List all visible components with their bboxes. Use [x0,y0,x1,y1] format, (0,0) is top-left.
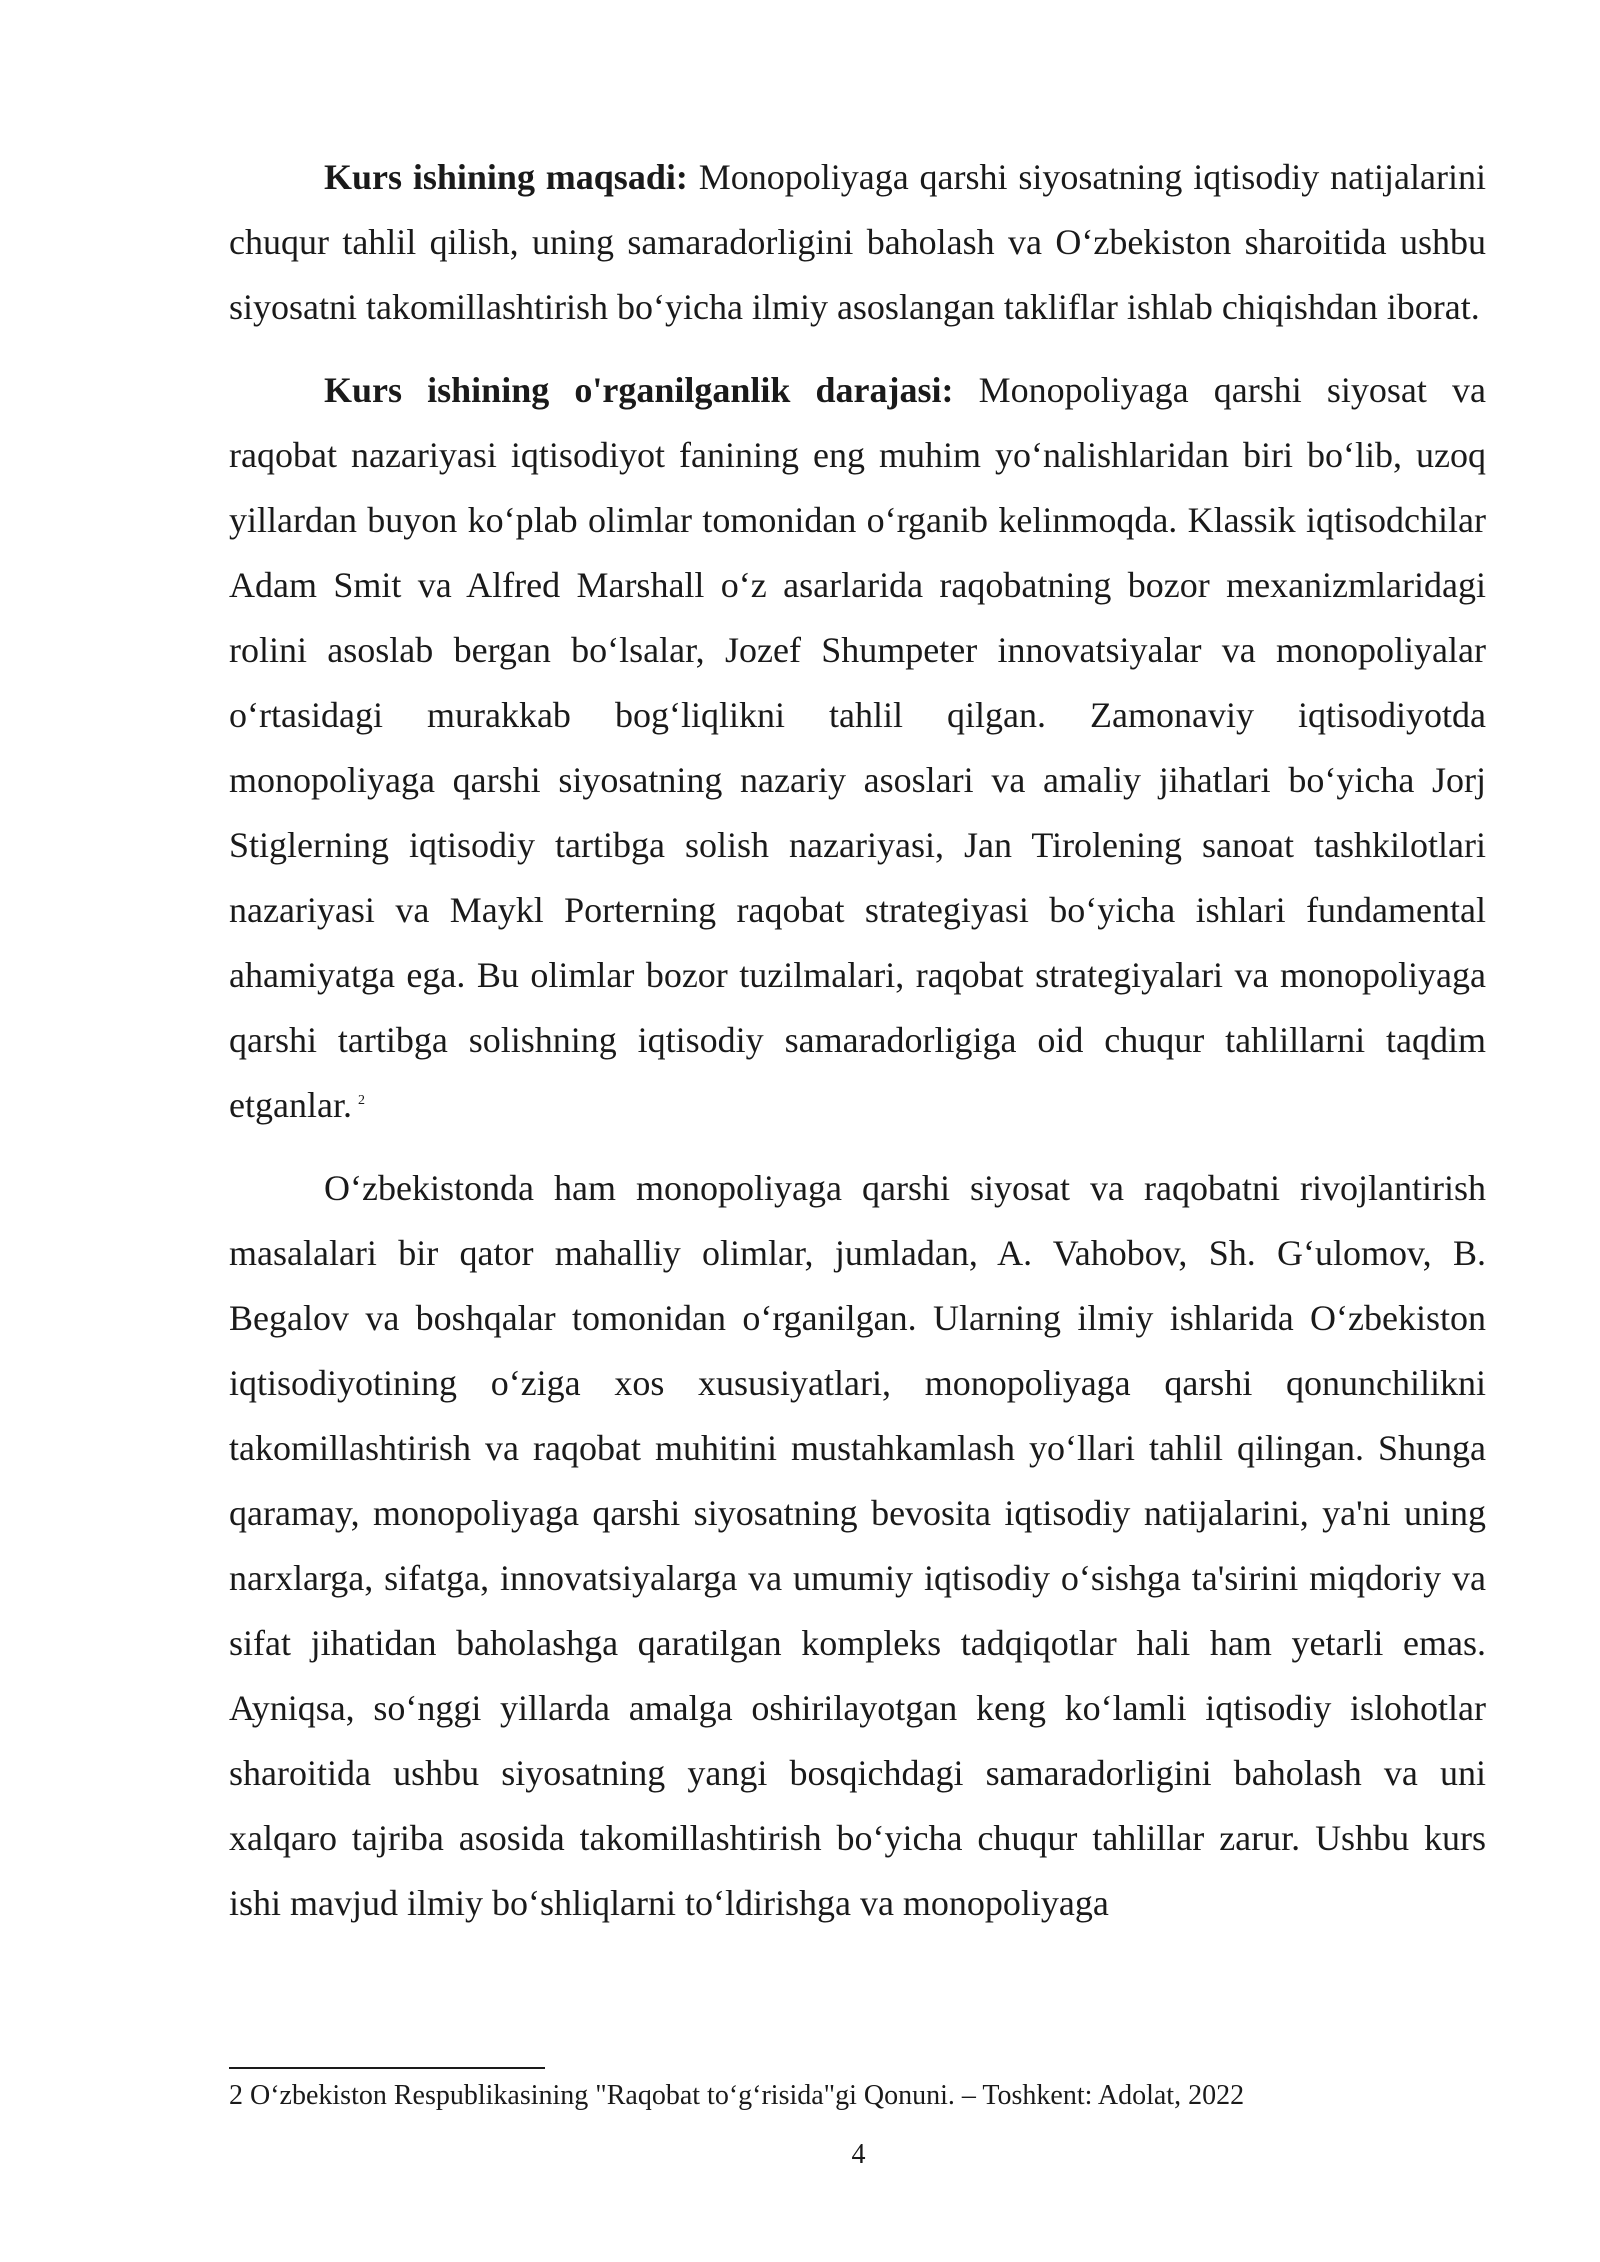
paragraph-text: Monopoliyaga qarshi siyosat va raqobat nazariyasi iqtisodiyot fanining eng muhim yo‘nalishlaridan biri bo‘lib, uzoq yillardan buyon ko‘plab olimlar tomonidan o‘rganib kelinmoqda. Klassik iqtisodchilar Adam Smit va Alfred Marshall o‘z asarlarida raqobatning bozor mexanizmlaridagi rolini asoslab bergan bo‘lsalar, Jozef Shumpeter innovatsiyalar va monopoliyalar o‘rtasidagi murakkab bog‘liqlikni tahlil qilgan. Zamonaviy iqtisodiyotda monopoliyaga qarshi siyosatning nazariy asoslari va amaliy jihatlari bo‘yicha Jorj Stiglerning iqtisodiy tartibga solish nazariyasi, Jan Tirolening sanoat tashkilotlari nazariyasi va Maykl Porterning raqobat strategiyasi bo‘yicha ishlari fundamental ahamiyatga ega. Bu olimlar bozor tuzilmalari, raqobat strategiyalari va monopoliyaga qarshi tartibga solishning iqtisodiy samaradorligiga oid chuqur tahlillarni taqdim etganlar. [229,370,1486,1125]
paragraph-heading: Kurs ishining o'rganilganlik darajasi: [324,370,954,410]
page-number: 4 [851,2139,866,2170]
paragraph-text: Monopoliyaga qarshi siyosatning iqtisodiy natijalarini chuqur tahlil qilish, uning samaradorligini baholash va O‘zbekiston sharoitida ushbu siyosatni takomillashtirish bo‘yicha ilmiy asoslangan takliflar ishlab chiqishdan iborat. [229,157,1487,327]
paragraph-text: O‘zbekistonda ham monopoliyaga qarshi siyosat va raqobatni rivojlantirish masalalari bir qator mahalliy olimlar, jumladan, A. Vahobov, Sh. G‘ulomov, B. Begalov va boshqalar tomonidan o‘rganilgan. Ularning ilmiy ishlarida O‘zbekiston iqtisodiyotining o‘ziga xos xususiyatlari, monopoliyaga qarshi qonunchilikni takomillashtirish va raqobat muhitini mustahkamlash yo‘llari tahlil qilingan. Shunga qaramay, monopoliyaga qarshi siyosatning bevosita iqtisodiy natijalarini, ya'ni uning narxlarga, sifatga, innovatsiyalarga va umumiy iqtisodiy o‘sishga ta'sirini miqdoriy va sifat jihatidan baholashga qaratilgan kompleks tadqiqotlar hali ham yetarli emas. Ayniqsa, so‘nggi yillarda amalga oshirilayotgan keng ko‘lamli iqtisodiy islohotlar sharoitida ushbu siyosatning yangi bosqichdagi samaradorligini baholash va uni xalqaro tajriba asosida takomillashtirish bo‘yicha chuqur tahlillar zarur. Ushbu kurs ishi mavjud ilmiy bo‘shliqlarni to‘ldirishga va monopoliyaga [229,1168,1486,1923]
footnote-reference[interactable]: 2 [357,1093,365,1108]
paragraph-heading: Kurs ishining maqsadi: [324,157,688,197]
footnote-separator [229,2067,545,2069]
paragraph-uzbekistan [229,1156,1486,1936]
body-text [229,145,1486,1954]
paragraph-goal [229,145,1486,340]
footnote: 2 O‘zbekiston Respublikasining "Raqobat to‘g‘risida"gi Qonuni. – Toshkent: Adolat, 2022 [229,2080,1245,2111]
paragraph-study-level [229,358,1486,1138]
